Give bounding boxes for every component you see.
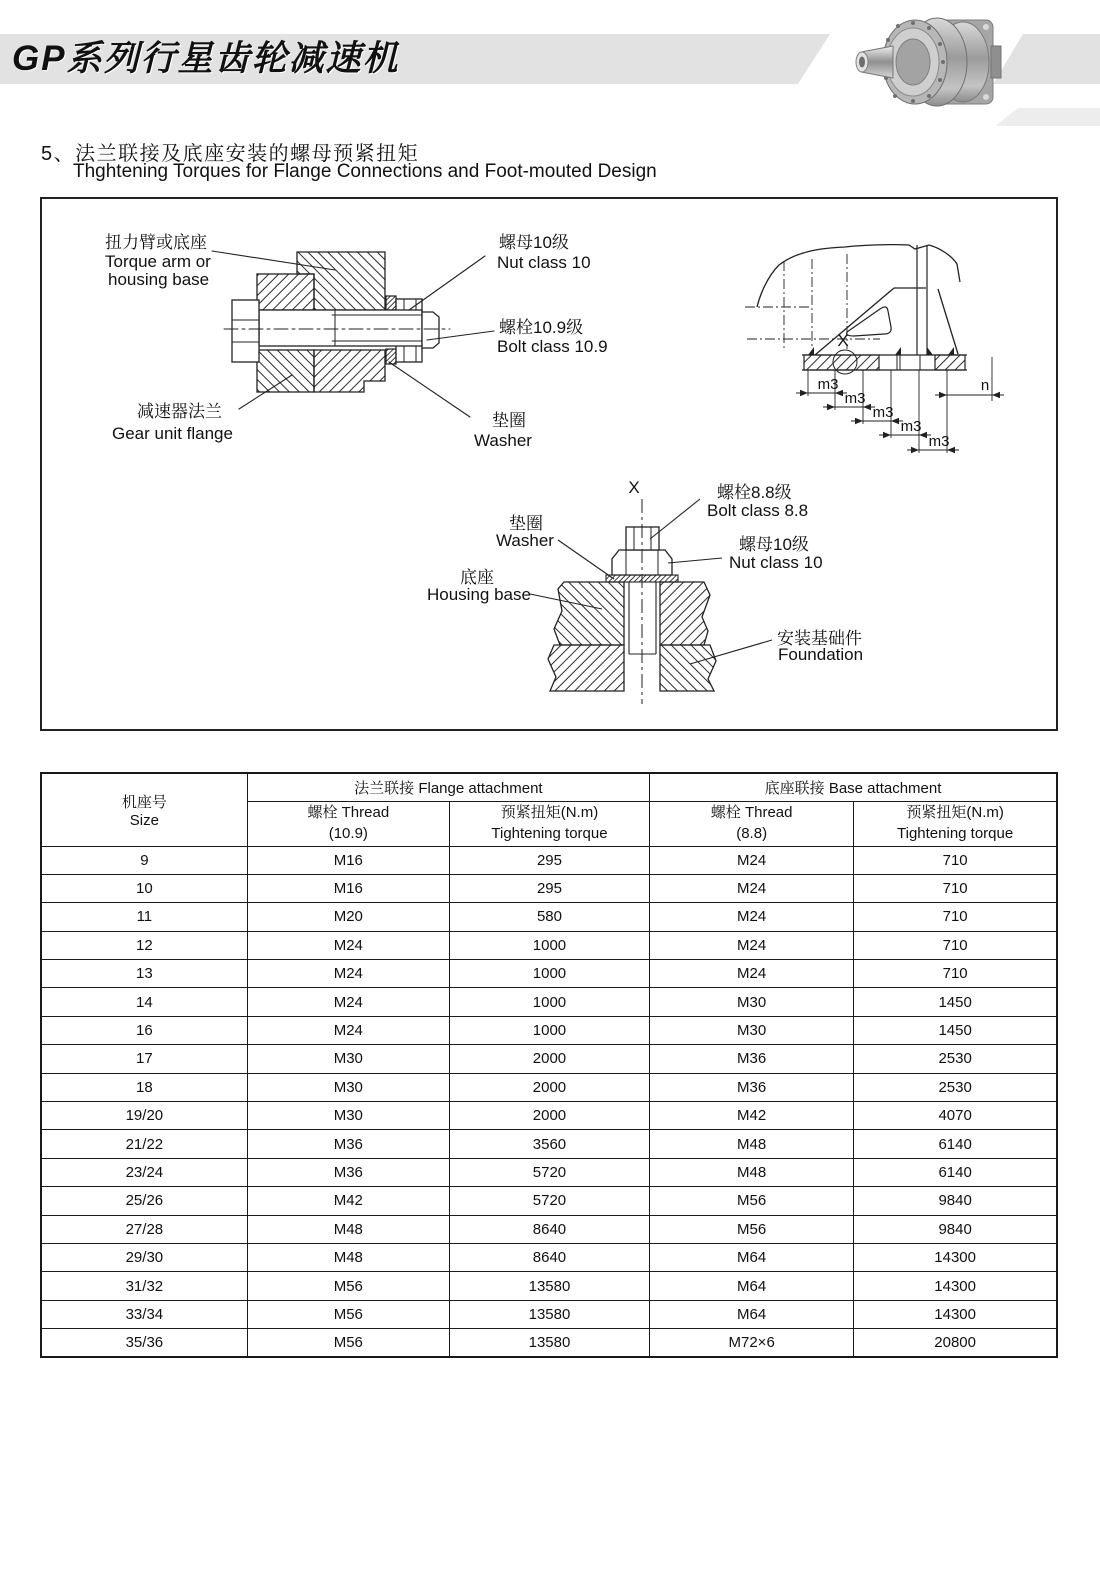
table-cell: 295 [449, 874, 649, 902]
col-header-flange-thread [247, 801, 449, 846]
table-row [41, 1243, 1057, 1271]
flange-torque-zh: 预紧扭矩(N.m) [500, 804, 599, 822]
table-row [41, 1073, 1057, 1101]
table-cell: M56 [247, 1329, 449, 1357]
table-cell: M64 [650, 1300, 854, 1328]
flange-torque-en: Tightening torque [491, 824, 608, 842]
table-cell: 29/30 [41, 1243, 247, 1271]
table-cell: M48 [650, 1130, 854, 1158]
label-nut10b-zh: 螺母10级 [739, 535, 809, 554]
col-header-size [41, 773, 247, 846]
table-cell: M30 [247, 1102, 449, 1130]
table-cell: 14300 [854, 1243, 1057, 1271]
col-header-size-en: Size [129, 811, 159, 829]
section-heading-en: Thghtening Torques for Flange Connections and Foot-mouted Design [73, 161, 657, 182]
table-cell: M30 [247, 1045, 449, 1073]
table-cell: M24 [247, 960, 449, 988]
table-cell: 295 [449, 846, 649, 874]
table-cell: M42 [650, 1102, 854, 1130]
table-cell: M42 [247, 1187, 449, 1215]
base-thread-zh: 螺栓 Thread [710, 804, 793, 822]
table-cell: 13 [41, 960, 247, 988]
col-header-flange-torque [449, 801, 649, 846]
foot-mounting-diagram [427, 478, 863, 704]
foot-dimension-diagram [745, 245, 1004, 454]
col-header-base-torque [854, 801, 1057, 846]
torque-table-body [41, 846, 1057, 1357]
table-cell: M48 [247, 1215, 449, 1243]
dim-m3-2: m3 [844, 390, 866, 407]
table-cell: 1000 [449, 931, 649, 959]
table-cell: M56 [247, 1272, 449, 1300]
table-cell: M30 [650, 1016, 854, 1044]
technical-diagram [42, 199, 1058, 731]
label-gear-flange-zh: 减速器法兰 [137, 402, 222, 421]
table-cell: M16 [247, 874, 449, 902]
table-cell: M24 [247, 931, 449, 959]
table-row [41, 1102, 1057, 1130]
table-cell: 580 [449, 903, 649, 931]
table-cell: M24 [650, 903, 854, 931]
section-x-mark-2: X [628, 478, 640, 497]
table-cell: M56 [247, 1300, 449, 1328]
table-cell: 3560 [449, 1130, 649, 1158]
table-row [41, 960, 1057, 988]
gear-reducer-image [851, 10, 1003, 114]
table-row [41, 846, 1057, 874]
table-cell: M64 [650, 1272, 854, 1300]
table-cell: 6140 [854, 1158, 1057, 1186]
table-cell: 2000 [449, 1045, 649, 1073]
table-row [41, 931, 1057, 959]
table-cell: 21/22 [41, 1130, 247, 1158]
table-cell: 18 [41, 1073, 247, 1101]
table-cell: M30 [247, 1073, 449, 1101]
flange-thread-grade: (10.9) [328, 824, 368, 842]
table-cell: M48 [650, 1158, 854, 1186]
table-row [41, 1045, 1057, 1073]
table-cell: M24 [650, 931, 854, 959]
table-cell: M30 [650, 988, 854, 1016]
table-cell: 9840 [854, 1215, 1057, 1243]
table-row [41, 988, 1057, 1016]
table-cell: 6140 [854, 1130, 1057, 1158]
table-cell: M72×6 [650, 1329, 854, 1357]
table-cell: 10 [41, 874, 247, 902]
flange-connection-diagram [105, 233, 608, 450]
dim-n: n [980, 377, 990, 394]
label-bolt88-en: Bolt class 8.8 [707, 501, 809, 520]
table-cell: 710 [854, 846, 1057, 874]
label-washer1-zh: 垫圈 [492, 411, 526, 430]
label-bolt109-en: Bolt class 10.9 [497, 337, 608, 356]
col-header-size-zh: 机座号 [121, 793, 167, 811]
label-torque-arm-zh: 扭力臂或底座 [105, 233, 207, 252]
label-nut10-zh: 螺母10级 [499, 233, 569, 252]
label-gear-flange-en: Gear unit flange [112, 424, 233, 443]
label-bolt109-zh: 螺栓10.9级 [499, 318, 584, 337]
base-torque-en: Tightening torque [897, 824, 1014, 842]
section-title-zh: 法兰联接及底座安装的螺母预紧扭矩 [75, 143, 420, 165]
table-cell: 2530 [854, 1045, 1057, 1073]
section-x-mark: X [837, 331, 849, 350]
table-cell: 2530 [854, 1073, 1057, 1101]
table-cell: M36 [247, 1130, 449, 1158]
table-cell: 4070 [854, 1102, 1057, 1130]
table-cell: M56 [650, 1187, 854, 1215]
table-cell: 1000 [449, 988, 649, 1016]
table-cell: 17 [41, 1045, 247, 1073]
base-thread-grade: (8.8) [736, 824, 768, 842]
table-row [41, 1272, 1057, 1300]
table-cell: M16 [247, 846, 449, 874]
diagram-box [40, 197, 1058, 731]
label-nut10-en: Nut class 10 [497, 253, 591, 272]
table-cell: M36 [247, 1158, 449, 1186]
table-cell: 33/34 [41, 1300, 247, 1328]
label-housing-base-zh: 底座 [460, 568, 494, 587]
table-cell: 1000 [449, 960, 649, 988]
table-cell: M48 [247, 1243, 449, 1271]
table-row [41, 1329, 1057, 1357]
table-cell: M24 [650, 960, 854, 988]
table-cell: 14 [41, 988, 247, 1016]
label-washer2-zh: 垫圈 [509, 514, 543, 533]
table-cell: 12 [41, 931, 247, 959]
table-row [41, 1187, 1057, 1215]
table-cell: M24 [650, 846, 854, 874]
table-cell: 710 [854, 960, 1057, 988]
table-row [41, 874, 1057, 902]
table-row [41, 1215, 1057, 1243]
table-cell: M24 [247, 1016, 449, 1044]
table-cell: M36 [650, 1045, 854, 1073]
table-cell: 14300 [854, 1272, 1057, 1300]
table-row [41, 1158, 1057, 1186]
table-cell: 5720 [449, 1158, 649, 1186]
table-cell: 8640 [449, 1215, 649, 1243]
table-cell: 9840 [854, 1187, 1057, 1215]
table-row [41, 903, 1057, 931]
page-title: GP系列行星齿轮减速机 [12, 39, 400, 78]
label-washer2-en: Washer [496, 531, 554, 550]
table-cell: M20 [247, 903, 449, 931]
table-cell: 1450 [854, 1016, 1057, 1044]
table-cell: 14300 [854, 1300, 1057, 1328]
table-cell: 5720 [449, 1187, 649, 1215]
table-cell: 9 [41, 846, 247, 874]
table-cell: 19/20 [41, 1102, 247, 1130]
table-cell: 13580 [449, 1272, 649, 1300]
label-torque-arm-en1: Torque arm or [105, 252, 211, 271]
table-row [41, 1300, 1057, 1328]
table-cell: 13580 [449, 1329, 649, 1357]
table-cell: 710 [854, 931, 1057, 959]
label-bolt88-zh: 螺栓8.8级 [717, 483, 792, 502]
table-cell: 31/32 [41, 1272, 247, 1300]
table-cell: 23/24 [41, 1158, 247, 1186]
group-header-base: 底座联接 Base attachment [650, 773, 1057, 801]
table-row [41, 1130, 1057, 1158]
table-cell: 710 [854, 874, 1057, 902]
table-cell: 16 [41, 1016, 247, 1044]
label-housing-base-en: Housing base [427, 585, 531, 604]
table-cell: 27/28 [41, 1215, 247, 1243]
dim-m3-5: m3 [928, 433, 950, 450]
dim-m3-4: m3 [900, 418, 922, 435]
table-cell: 11 [41, 903, 247, 931]
group-header-flange: 法兰联接 Flange attachment [247, 773, 649, 801]
base-torque-zh: 预紧扭矩(N.m) [906, 804, 1004, 822]
label-nut10b-en: Nut class 10 [729, 553, 823, 572]
table-cell: M64 [650, 1243, 854, 1271]
table-cell: 2000 [449, 1073, 649, 1101]
dim-m3-1: m3 [817, 376, 839, 393]
table-cell: 1450 [854, 988, 1057, 1016]
label-foundation-zh: 安装基础件 [777, 629, 862, 648]
table-cell: 20800 [854, 1329, 1057, 1357]
col-header-base-thread [650, 801, 854, 846]
table-cell: 710 [854, 903, 1057, 931]
table-cell: M56 [650, 1215, 854, 1243]
table-cell: 25/26 [41, 1187, 247, 1215]
label-washer1-en: Washer [474, 431, 532, 450]
table-cell: M24 [247, 988, 449, 1016]
table-group-header-row [41, 773, 1057, 801]
flange-thread-zh: 螺栓 Thread [307, 804, 390, 822]
torque-table [40, 772, 1058, 1358]
table-cell: M24 [650, 874, 854, 902]
label-foundation-en: Foundation [778, 645, 864, 664]
table-cell: M36 [650, 1073, 854, 1101]
table-cell: 1000 [449, 1016, 649, 1044]
table-row [41, 1016, 1057, 1044]
dim-m3-3: m3 [872, 404, 894, 421]
table-cell: 35/36 [41, 1329, 247, 1357]
label-torque-arm-en2: housing base [108, 270, 210, 289]
section-number: 5、 [41, 143, 76, 165]
table-cell: 8640 [449, 1243, 649, 1271]
table-cell: 2000 [449, 1102, 649, 1130]
table-cell: 13580 [449, 1300, 649, 1328]
